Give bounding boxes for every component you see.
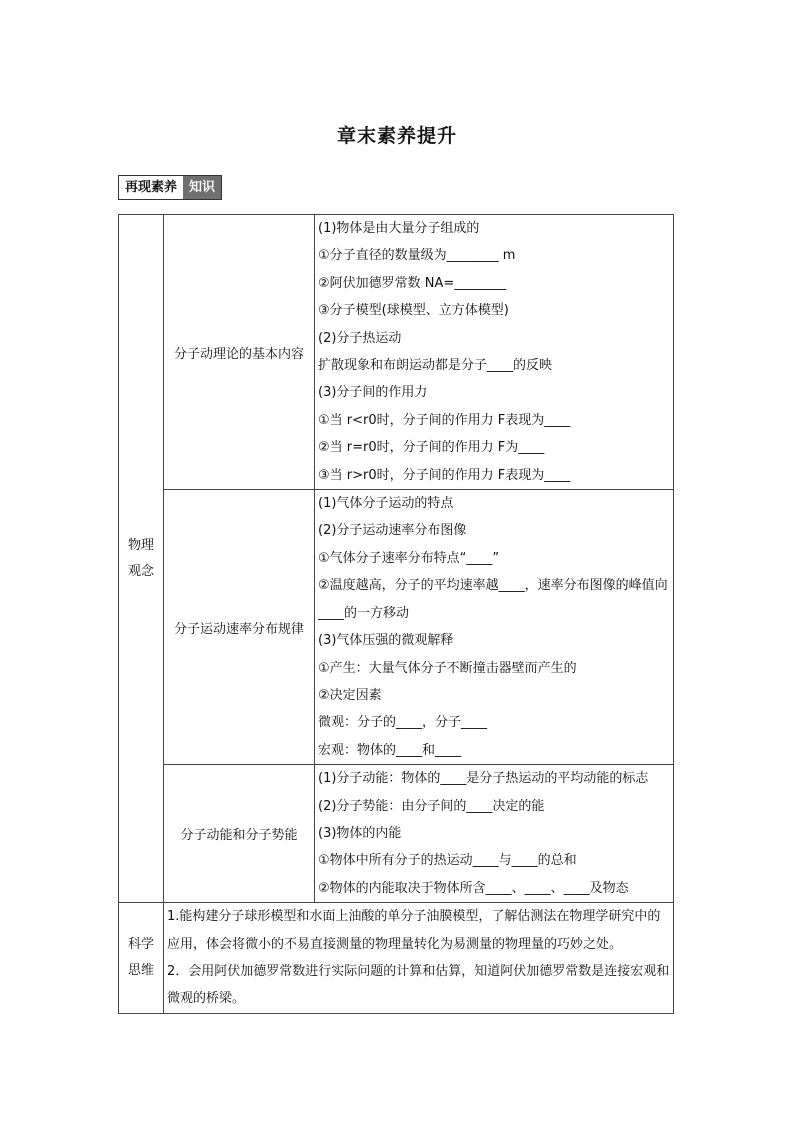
section-tag-left: 再现素养 <box>119 176 183 199</box>
content-line: 宏观：物体的____和____ <box>318 742 462 758</box>
content-line: 微观：分子的____，分子____ <box>318 715 488 731</box>
section-content <box>315 215 674 490</box>
content-line: 1.能构建分子球形模型和水面上油酸的单分子油膜模型，了解估测法在物理学研究中的应用，体会将微小的不易直接测量的物理量转化为易测量的物理量的巧妙之处。 <box>167 909 661 952</box>
content-line: ①分子直径的数量级为________ m <box>318 248 516 264</box>
content-line: ①物体中所有分子的热运动____与____的总和 <box>318 853 577 869</box>
content-line: ②当 r=r0时，分子间的作用力 F为____ <box>318 440 545 456</box>
category-physics-concept <box>119 215 164 903</box>
content-line: (3)物体的内能 <box>318 825 402 841</box>
knowledge-table <box>118 214 674 1014</box>
table-row <box>119 490 674 765</box>
content-line: (2)分子热运动 <box>318 330 402 346</box>
section-content <box>315 490 674 765</box>
section-tag <box>118 175 222 200</box>
content-line: ②物体的内能取决于物体所含____、____、____及物态 <box>318 880 629 896</box>
content-line: 2．会用阿伏加德罗常数进行实际问题的计算和估算，知道阿伏加德罗常数是连接宏观和微观的桥梁。 <box>167 963 670 1007</box>
section-name: 分子动能和分子势能 <box>164 765 315 903</box>
table-row <box>119 765 674 903</box>
category-label: 物理 观念 <box>127 537 154 579</box>
content-line: ③当 r>r0时，分子间的作用力 F表现为____ <box>318 467 571 483</box>
content-line: (2)分子势能：由分子间的____决定的能 <box>318 798 545 814</box>
content-line: ②温度越高，分子的平均速率越____，速率分布图像的峰值向____的一方移动 <box>318 578 668 621</box>
table-row <box>119 215 674 490</box>
page-title: 章末素养提升 <box>336 125 457 147</box>
category-label: 科学 思维 <box>127 936 154 978</box>
content-line: ①当 r<r0时，分子间的作用力 F表现为____ <box>318 412 571 428</box>
content-line: (3)气体压强的微观解释 <box>318 633 454 649</box>
content-line: (3)分子间的作用力 <box>318 385 428 401</box>
science-thinking-content <box>164 903 674 1014</box>
section-name: 分子动理论的基本内容 <box>164 215 315 490</box>
content-line: (2)分子运动速率分布图像 <box>318 523 467 539</box>
content-line: 扩散现象和布朗运动都是分子____的反映 <box>318 358 553 374</box>
content-line: ①产生：大量气体分子不断撞击器壁而产生的 <box>318 660 577 676</box>
category-science-thinking <box>119 903 164 1014</box>
table-row <box>119 903 674 1014</box>
content-line: ③分子模型(球模型、立方体模型) <box>318 303 509 319</box>
content-line: (1)气体分子运动的特点 <box>318 496 454 512</box>
content-line: (1)分子动能：物体的____是分子热运动的平均动能的标志 <box>318 771 649 787</box>
content-line: ②决定因素 <box>318 687 382 703</box>
content-line: ②阿伏加德罗常数 NA=________ <box>318 275 507 291</box>
section-content <box>315 765 674 903</box>
section-tag-right: 知识 <box>183 176 221 199</box>
content-line: (1)物体是由大量分子组成的 <box>318 221 480 236</box>
content-line: ①气体分子速率分布特点“____” <box>318 550 500 566</box>
section-name: 分子运动速率分布规律 <box>164 490 315 765</box>
